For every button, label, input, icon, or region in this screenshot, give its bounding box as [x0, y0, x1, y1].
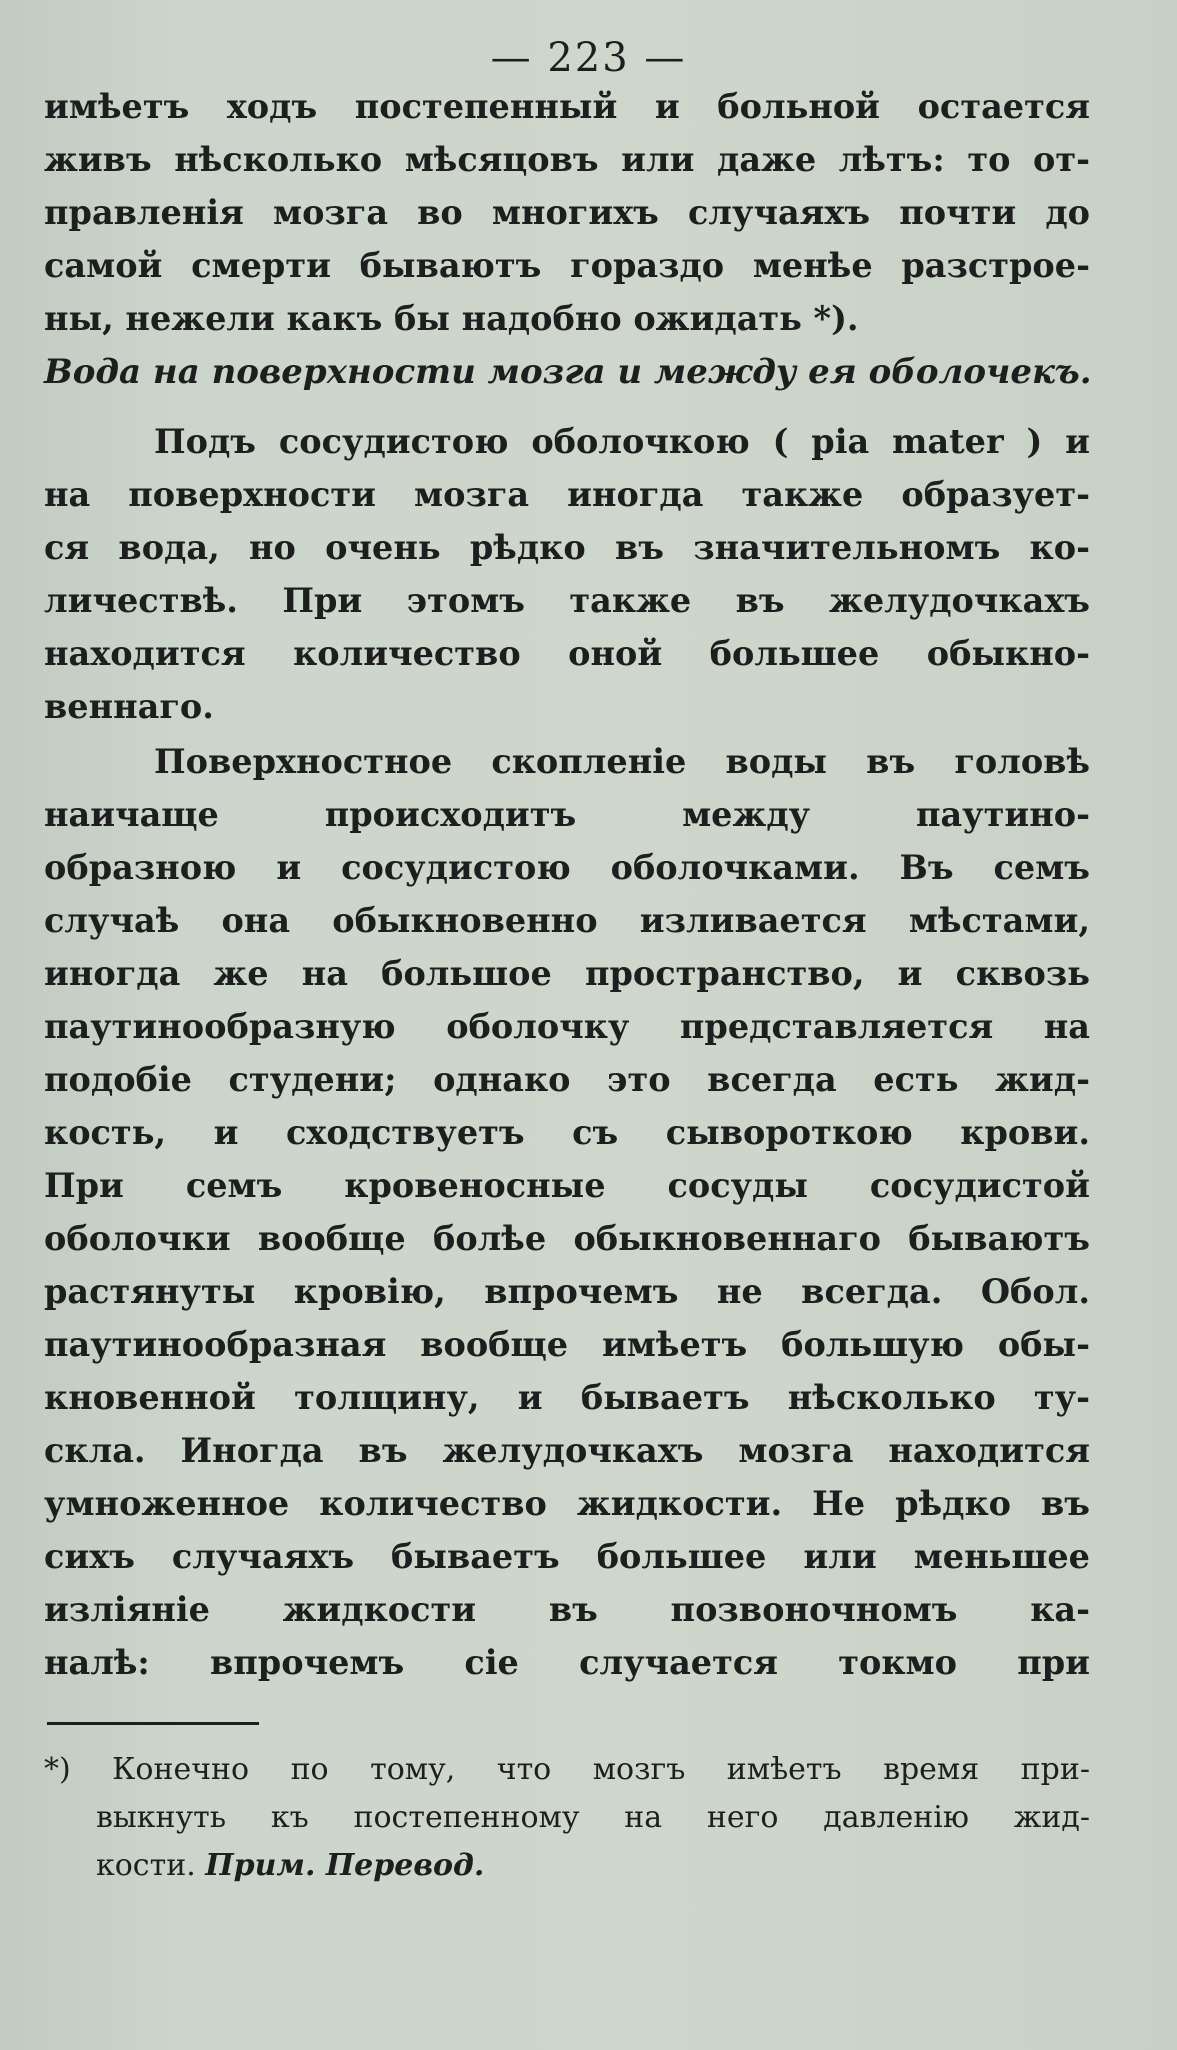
text-line: оболочки вообще болѣе обыкновеннаго бываютъ [44, 1219, 1090, 1258]
text-line: Поверхностное скопленіе воды въ головѣ [154, 742, 1090, 781]
top-paragraph [44, 80, 1090, 345]
text-line: случаѣ она обыкновенно изливается мѣстами, [44, 901, 1090, 940]
translator-note: Прим. Перевод. [205, 1848, 485, 1883]
text-line: самой смерти бываютъ гораздо менѣе разстрое- [44, 246, 1090, 285]
text-line: веннаго. [44, 687, 214, 726]
footnote-line [44, 1842, 1090, 1890]
text-line: умноженное количество жидкости. Не рѣдко въ [44, 1484, 1090, 1523]
footnote-line: *) Конечно по тому, что мозгъ имѣетъ время при- [44, 1752, 1090, 1787]
text-line: живъ нѣсколько мѣсяцовъ или даже лѣтъ: то от- [44, 140, 1090, 179]
text-line: скла. Иногда въ желудочкахъ мозга находится [44, 1431, 1090, 1470]
text-line: Подъ сосудистою оболочкою ( pia mater ) и [154, 422, 1090, 461]
text-line: паутинообразную оболочку представляется на [44, 1007, 1090, 1046]
text-line: образною и сосудистою оболочками. Въ семъ [44, 848, 1090, 887]
text-line: на поверхности мозга иногда также образует- [44, 475, 1090, 514]
text-line: ны, нежели какъ бы надобно ожидать *). [44, 299, 859, 338]
text-line: сихъ случаяхъ бываетъ большее или меньшее [44, 1537, 1090, 1576]
text-line: кость, и сходствуетъ съ сывороткою крови. [44, 1113, 1090, 1152]
text-line: находится количество оной большее обыкно- [44, 634, 1090, 673]
section-heading: Вода на поверхности мозга и между ея оболочекъ. [44, 352, 1092, 392]
footnote [44, 1746, 1090, 1890]
page-number: — 223 — [490, 35, 687, 81]
text-line: правленія мозга во многихъ случаяхъ почти до [44, 193, 1090, 232]
text-line: ся вода, но очень рѣдко въ значительномъ ко- [44, 528, 1090, 567]
text-line: наичаще происходитъ между паутино- [44, 795, 1090, 834]
text-line: подобіе студени; однако это всегда есть жид- [44, 1060, 1090, 1099]
footnote-line: выкнуть къ постепенному на него давленію жид- [96, 1800, 1090, 1835]
footnote-divider [47, 1722, 259, 1725]
text-line: растянуты кровію, впрочемъ не всегда. Обол. [44, 1272, 1090, 1311]
text-line: При семъ кровеносные сосуды сосудистой [44, 1166, 1090, 1205]
text-line: налѣ: впрочемъ сіе случается токмо при [44, 1643, 1090, 1682]
paragraph-2 [44, 735, 1090, 1689]
text-line: изліяніе жидкости въ позвоночномъ ка- [44, 1590, 1090, 1629]
text-line: паутинообразная вообще имѣетъ большую обы- [44, 1325, 1090, 1364]
paragraph-1 [44, 415, 1090, 733]
footnote-text: кости. [96, 1848, 196, 1883]
text-line: иногда же на большое пространство, и сквозь [44, 954, 1090, 993]
text-line: кновенной толщину, и бываетъ нѣсколько ту- [44, 1378, 1090, 1417]
text-line: личествѣ. При этомъ также въ желудочкахъ [44, 581, 1090, 620]
text-line: имѣетъ ходъ постепенный и больной остается [44, 87, 1090, 126]
